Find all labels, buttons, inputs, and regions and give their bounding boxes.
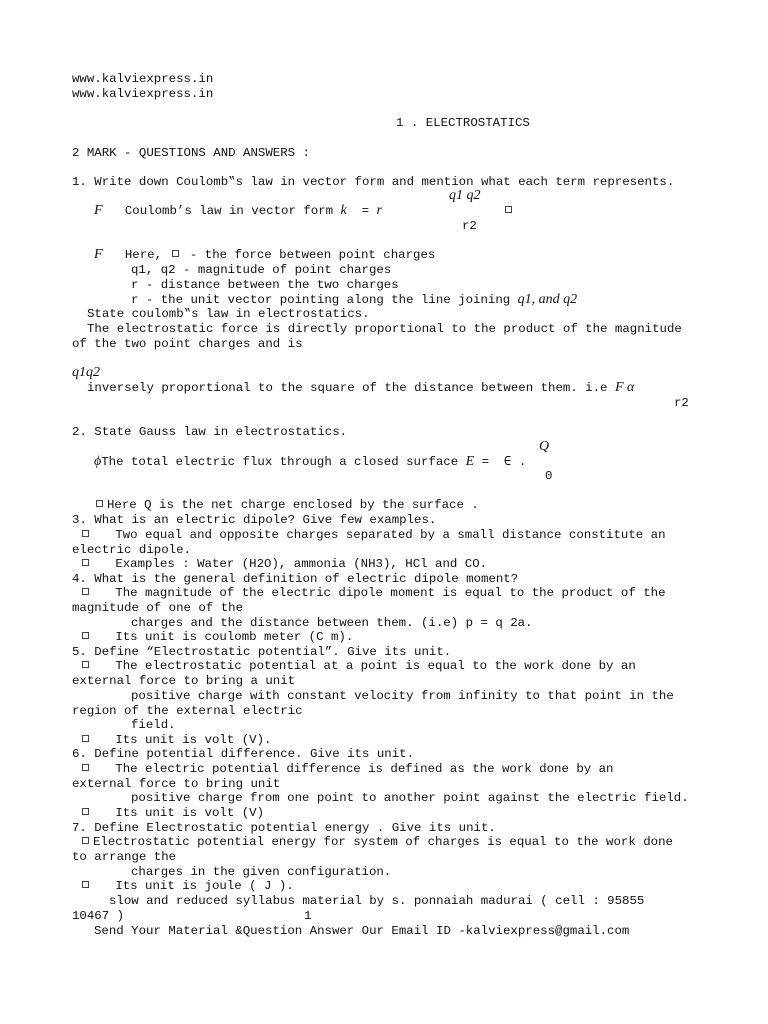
q5-bullet-1 <box>80 659 636 673</box>
section-title: 2 MARK - QUESTIONS AND ANSWERS : <box>72 146 310 160</box>
q3-b2-text: Examples : Water (H2O), ammonia (NH3), HCl and CO. <box>115 557 488 571</box>
q5-b1-text: The electrostatic potential at a point is equal to the work done by an <box>115 659 636 673</box>
bullet-box-icon <box>82 559 89 566</box>
site-url-1: www.kalviexpress.in <box>72 72 214 86</box>
coulomb-state-heading: State coulomb‟s law in electrostatics. <box>87 307 370 321</box>
k-symbol: k <box>340 203 347 218</box>
coulomb-numerator: q1q2 <box>72 365 100 380</box>
chapter-title: 1 . ELECTROSTATICS <box>396 116 530 130</box>
q4-bullet-2 <box>80 630 353 644</box>
q5-b1-cont-4: field. <box>131 718 176 732</box>
q1-here-line <box>94 248 435 262</box>
q4-b1-cont: magnitude of one of the <box>72 601 244 615</box>
q7-b1-cont: to arrange the <box>72 850 177 864</box>
gauss-note-text: Here Q is the net charge enclosed by the surface . <box>107 498 479 512</box>
q4-b1-text: The magnitude of the electric dipole moment is equal to the product of the <box>115 586 666 600</box>
q7-b1-text: Electrostatic potential energy for system of charges is equal to the work done <box>93 835 673 849</box>
force-symbol-2: F <box>94 247 103 262</box>
question-2: 2. State Gauss law in electrostatics. <box>72 425 348 439</box>
bullet-box-icon <box>82 661 89 668</box>
question-5: 5. Define “Electrostatic potential”. Give its unit. <box>72 645 452 659</box>
q5-b1-cont-3: region of the external electric <box>72 704 303 718</box>
bullet-box-icon <box>82 530 89 537</box>
term-distance: r - distance between the two charges <box>131 278 399 292</box>
e-symbol: E <box>465 454 475 469</box>
bullet-box-icon <box>96 500 103 507</box>
q6-bullet-1 <box>80 762 614 776</box>
footer-line-2: 10467 ) <box>72 909 125 923</box>
question-7: 7. Define Electrostatic potential energy . Give its unit. <box>72 821 496 835</box>
q6-bullet-2 <box>80 806 264 820</box>
q1-law-line <box>94 204 382 218</box>
q6-b1-cont-2: positive charge from one point to another point against the electric field. <box>131 791 689 805</box>
epsilon-symbol: ∈ . <box>503 455 527 469</box>
q7-b2-text: Its unit is joule ( J ). <box>115 879 294 893</box>
q1-numerator: q1 q2 <box>449 188 481 203</box>
bullet-box-icon <box>82 808 89 815</box>
epsilon-subscript: 0 <box>545 469 553 483</box>
site-url-2: www.kalviexpress.in <box>72 87 214 101</box>
q1-denominator: r2 <box>462 219 477 233</box>
term-unit-vector <box>131 293 577 307</box>
force-symbol: F <box>94 203 103 218</box>
q1-q2-symbols: q1, and q2 <box>517 292 578 307</box>
q5-b1-cont-2: positive charge with constant velocity from infinity to that point in the <box>131 689 674 703</box>
q3-b1-text: Two equal and opposite charges separated by a small distance constitute an <box>115 528 666 542</box>
f-alpha-symbol: F α <box>614 380 635 395</box>
question-3: 3. What is an electric dipole? Give few examples. <box>72 513 437 527</box>
footer-email-line: Send Your Material &Question Answer Our Email ID -kalviexpress@gmail.com <box>94 924 630 938</box>
equals-sign: = <box>361 204 370 218</box>
gauss-law-text: The total electric flux through a closed surface <box>101 455 459 469</box>
gauss-equals: = <box>481 455 490 469</box>
question-4: 4. What is the general definition of electric dipole moment? <box>72 572 519 586</box>
gauss-law-line <box>94 455 526 469</box>
unit-vector-def: r - the unit vector pointing along the line joining <box>131 293 511 307</box>
here-label: Here, <box>124 248 163 262</box>
q3-bullet-1 <box>80 528 666 542</box>
q4-b2-text: Its unit is coulomb meter (C m). <box>115 630 354 644</box>
here-force-def: - the force between point charges <box>182 248 436 262</box>
bullet-box-icon <box>82 735 89 742</box>
q7-bullet-1 <box>80 835 673 849</box>
coulomb-line-3-text: inversely proportional to the square of the distance between them. i.e <box>87 381 608 395</box>
unit-vector-box-icon <box>503 204 516 218</box>
q4-b1-cont-2: charges and the distance between them. (i.e) p = q 2a. <box>131 616 533 630</box>
coulomb-line-3 <box>87 381 634 395</box>
page-number: 1 <box>304 909 312 923</box>
q7-bullet-2 <box>80 879 294 893</box>
q4-bullet-1 <box>80 586 666 600</box>
bullet-box-icon <box>82 588 89 595</box>
q3-bullet-2 <box>80 557 487 571</box>
q6-b2-text: Its unit is volt (V) <box>115 806 265 820</box>
q3-b1-cont: electric dipole. <box>72 543 191 557</box>
q5-b2-text: Its unit is volt (V). <box>115 733 272 747</box>
bullet-box-icon <box>82 632 89 639</box>
gauss-note <box>94 498 479 512</box>
q5-bullet-2 <box>80 733 271 747</box>
footer-line-1: slow and reduced syllabus material by s. ponnaiah madurai ( cell : 95855 <box>109 894 645 908</box>
r-symbol: r <box>376 203 382 218</box>
q5-b1-cont: external force to bring a unit <box>72 674 296 688</box>
bullet-box-icon <box>82 764 89 771</box>
gauss-q-symbol: Q <box>539 439 550 454</box>
vector-box-icon <box>172 250 179 257</box>
q6-b1-text: The electric potential difference is defined as the work done by an <box>115 762 614 776</box>
bullet-box-icon <box>82 881 89 888</box>
coulomb-denominator: r2 <box>674 396 689 410</box>
coulomb-line-2: of the two point charges and is <box>72 337 303 351</box>
phi-symbol: ϕ <box>94 454 102 469</box>
bullet-box-icon <box>82 837 89 844</box>
coulomb-line-1: The electrostatic force is directly proportional to the product of the magnitude <box>87 322 682 336</box>
term-charges: q1, q2 - magnitude of point charges <box>131 263 392 277</box>
q7-b1-cont-2: charges in the given configuration. <box>131 865 392 879</box>
question-1: 1. Write down Coulomb‟s law in vector form and mention what each term represents. <box>72 175 675 189</box>
q1-law-text: Coulomb’s law in vector form <box>124 204 334 218</box>
q6-b1-cont: external force to bring unit <box>72 777 281 791</box>
question-6: 6. Define potential difference. Give its unit. <box>72 747 415 761</box>
